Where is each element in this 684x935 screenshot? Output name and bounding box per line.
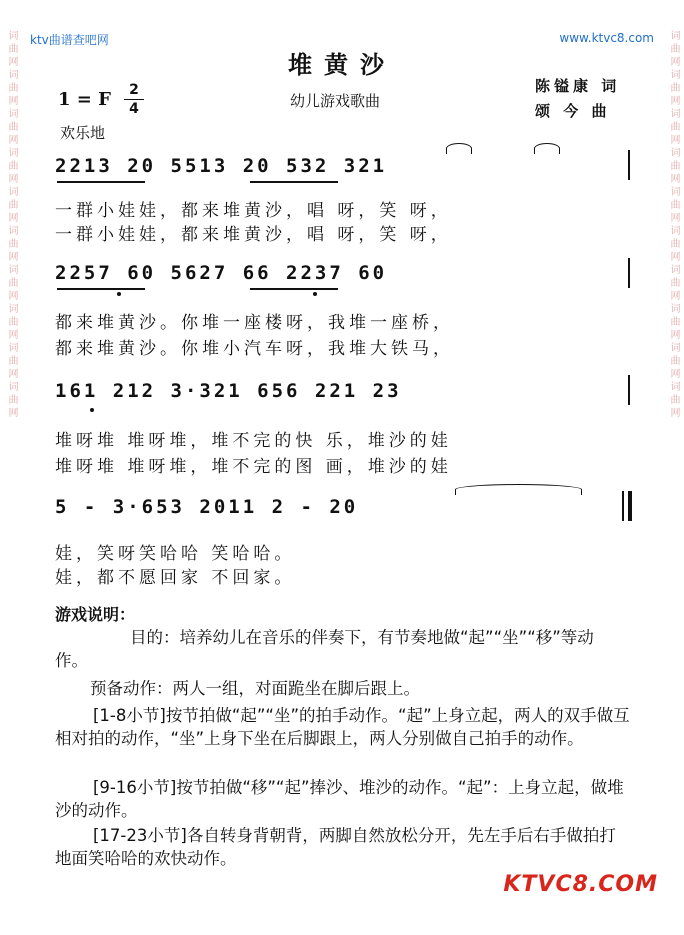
lyric-line-2b: 都来堆黄沙。你堆小汽车呀，我堆大铁马， (55, 339, 454, 359)
lyric-line-1b: 一群小娃娃，都来堆黄沙，唱 呀，笑 呀， (55, 225, 452, 245)
site-logo[interactable]: KTVC8.COM (503, 872, 658, 897)
low-octave-dot (117, 292, 121, 296)
lyric-line-3b: 堆呀堆 堆呀堆，堆不完的图 画，堆沙的娃 (55, 457, 452, 477)
song-title: 堆黄沙 (288, 51, 396, 79)
tempo-marking: 欢乐地 (60, 124, 106, 142)
beam (57, 181, 145, 183)
lyric-line-4b: 娃，都不愿回家 不回家。 (55, 568, 296, 588)
song-subtitle: 幼儿游戏歌曲 (290, 92, 381, 110)
lyric-line-4a: 娃，笑呀笑哈哈 笑哈哈。 (55, 544, 296, 564)
final-barline-thick (628, 491, 632, 521)
lyric-line-3a: 堆呀堆 堆呀堆，堆不完的快 乐，堆沙的娃 (55, 431, 452, 451)
barline (628, 375, 630, 405)
beam (250, 288, 338, 290)
low-octave-dot (90, 408, 94, 412)
instructions-part-3: [17-23小节]各自转身背朝背，两脚自然放松分开，先左手后右手做拍打地面笑哈哈的欢快动作。 (55, 826, 616, 868)
music-line-1: 2213 20 5513 20 532 321 (55, 155, 388, 177)
meter-bottom: 4 (129, 101, 139, 117)
lyricist-credit: 陈镒康 词 (535, 77, 621, 95)
site-name-left[interactable]: ktv曲谱查吧网 (30, 33, 109, 47)
lyric-line-2a: 都来堆黄沙。你堆一座楼呀，我堆一座桥， (55, 313, 454, 333)
meter-top: 2 (129, 82, 139, 98)
beam (250, 181, 338, 183)
lyric-line-1a: 一群小娃娃，都来堆黄沙，唱 呀，笑 呀， (55, 201, 452, 221)
barline (628, 258, 630, 288)
beam (57, 288, 145, 290)
instructions-goal: 目的：培养幼儿在音乐的伴奏下，有节奏地做“起”“坐”“移”等动作。 (55, 628, 594, 670)
tie (455, 484, 582, 495)
side-watermark-left: 词曲网词曲网词曲网词曲网词曲网词曲网词曲网词曲网词曲网词曲网 (6, 30, 17, 420)
music-line-4: 5 - 3·653 2011 2 - 20 (55, 496, 359, 518)
slur (446, 143, 472, 154)
final-barline-thin (622, 491, 624, 521)
composer-credit: 颂 今 曲 (535, 102, 611, 120)
key-signature: 1 = F (58, 89, 111, 110)
low-octave-dot (313, 292, 317, 296)
side-watermark-right: 词曲网词曲网词曲网词曲网词曲网词曲网词曲网词曲网词曲网词曲网 (668, 30, 679, 420)
meter-line (124, 99, 144, 100)
instructions-part-1: [1-8小节]按节拍做“起”“坐”的拍手动作。“起”上身立起，两人的双手做互相对拍的动作，“坐”上身下坐在后脚跟上，两人分别做自己拍手的动作。 (55, 706, 630, 748)
music-line-3: 161 212 3·321 656 221 23 (55, 380, 402, 402)
music-line-2: 2257 60 5627 66 2237 60 (55, 262, 388, 284)
instructions-part-2: [9-16小节]按节拍做“移”“起”捧沙、堆沙的动作。“起”：上身立起，做堆沙的动作。 (55, 778, 624, 820)
barline (628, 150, 630, 180)
slur (534, 143, 560, 154)
instructions-heading: 游戏说明： (55, 605, 136, 624)
site-url-right[interactable]: www.ktvc8.com (559, 31, 654, 45)
instructions-prep: 预备动作：两人一组，对面跪坐在脚后跟上。 (90, 679, 420, 698)
time-signature (124, 82, 144, 117)
